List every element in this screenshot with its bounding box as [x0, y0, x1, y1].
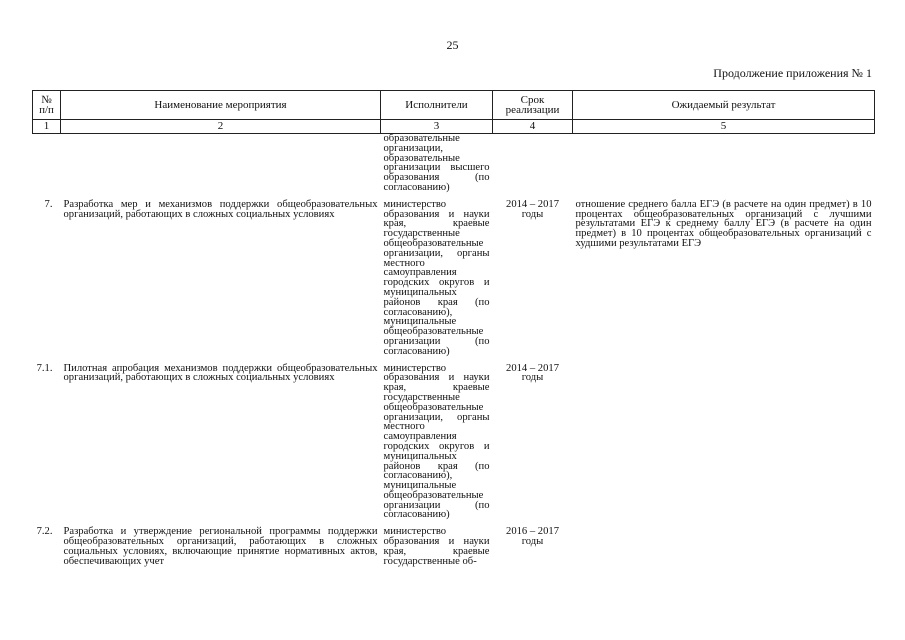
column-number: 3 [381, 120, 493, 134]
activity-name: Пилотная апробация механизмов поддержки общеобразовательных организаций, работающих в сложных социальных условиях [63, 362, 378, 384]
row-number [33, 134, 61, 195]
executors: образовательные организации, образовательные организации высшего образования (по согласованию) [383, 133, 490, 193]
header-executors: Исполнители [381, 91, 493, 120]
appendix-continuation-label: Продолжение приложения № 1 [713, 66, 872, 80]
column-number: 5 [573, 120, 875, 134]
header-activity-name: Наименование мероприятия [61, 91, 381, 120]
table-row [33, 522, 875, 568]
header-period: Срок реализации [493, 91, 573, 120]
table-row [33, 195, 875, 359]
activities-table [32, 90, 875, 568]
row-number: 7.2. [36, 526, 53, 538]
page-number: 25 [446, 38, 459, 52]
executors: министерство образования и науки края, краевые государственные об- [383, 526, 490, 567]
table-row [33, 359, 875, 523]
period: 2014 – 2017 годы [506, 362, 559, 384]
executors: министерство образования и науки края, краевые государственные общеобразовательные организации, органы местного самоуправления городских округов и муниципальных районов края (по согласованию), муниципальные общеобразовательные организации (по согласованию) [383, 362, 490, 521]
table-row [33, 134, 875, 195]
expected-result [573, 359, 875, 523]
executors: министерство образования и науки края, краевые государственные общеобразовательные организации, органы местного самоуправления городских округов и муниципальных районов края (по согласованию), муниципальные общеобразовательные организации (по согласованию) [383, 198, 490, 357]
expected-result: отношение среднего балла ЕГЭ (в расчете на один предмет) в 10 процентах общеобразовательных организаций с лучшими результатами ЕГЭ к среднему баллу ЕГЭ (в расчете на один предмет) в 10 процентах общеобразовательных организаций с худшими результатами ЕГЭ [575, 198, 872, 249]
period: 2014 – 2017 годы [506, 198, 559, 220]
row-number: 7.1. [36, 362, 53, 374]
column-number: 4 [493, 120, 573, 134]
column-number: 2 [61, 120, 381, 134]
row-number: 7. [44, 198, 53, 210]
column-number-row [33, 120, 875, 134]
expected-result [573, 134, 875, 195]
period: 2016 – 2017 годы [506, 526, 559, 548]
table-header-row [33, 91, 875, 120]
activity-name [61, 134, 381, 195]
header-expected-result: Ожидаемый результат [573, 91, 875, 120]
activity-name: Разработка мер и механизмов поддержки общеобразовательных организаций, работающих в сложных социальных условиях [63, 198, 378, 220]
activity-name: Разработка и утверждение региональной программы поддержки общеобразовательных организаций, работающих в сложных социальных условиях, включающие принятие нормативных актов, обеспечивающих учет [63, 526, 378, 567]
column-number: 1 [33, 120, 61, 134]
header-number: № п/п [33, 91, 61, 120]
period [493, 134, 573, 195]
expected-result [573, 522, 875, 568]
